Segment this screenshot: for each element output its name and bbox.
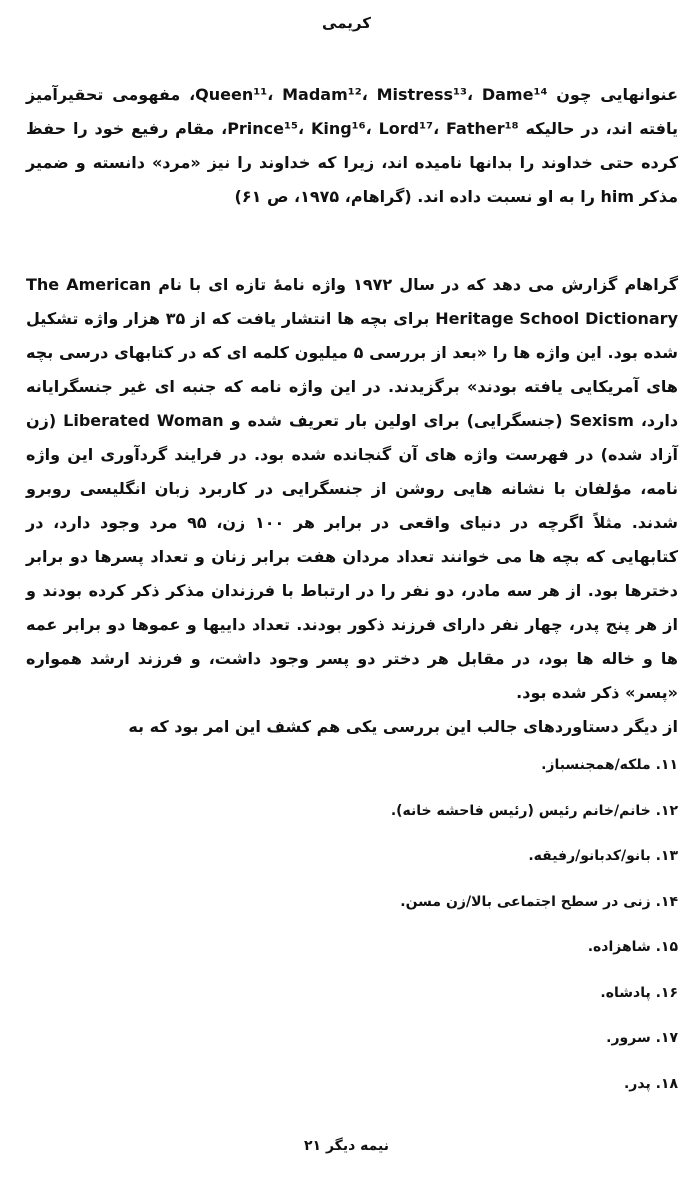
footnote-11: ۱۱. ملکه/همجنسباز.	[541, 757, 678, 773]
footnote-12: ۱۲. خانم/خانم رئیس (رئیس فاحشه خانه).	[390, 802, 678, 819]
paragraph-graham-report	[26, 268, 678, 744]
paragraph-graham-report-body: گراهام گزارش می دهد که در سال ۱۹۷۲ واژه نامهٔ تازه ای با نام The American Heritage School Dictionary برای بچه ها انتشار یافت که از ۳۵ هزار واژه تشکیل شده بود. این واژه ها را «بعد از بررسی ۵ میلیون کلمه ای که در کتابهای درسی بچه های آمریکایی یافته بودند» برگزیدند. در این واژه نامه که جنبه ای غیر جنسگرایانه دارد، Sexism (جنسگرایی) برای اولین بار تعریف شده و Liberated Woman (زن آزاد شده) در فهرست واژه های آن گنجانده شده بود. در فرایند گردآوری این واژه نامه، مؤلفان با نشانه هایی روشن از جنسگرایی در کاربرد زبان انگلیسی روبرو شدند. مثلاً اگرچه در دنیای واقعی در برابر هر ۱۰۰ زن، ۹۵ مرد وجود دارد، در کتابهایی که بچه ها می خوانند تعداد مردان هفت برابر زنان و تعداد پسرها دو برابر دخترها بود. از هر سه مادر، دو نفر را در ارتباط با فرزندان مذکر ذکر کرده بودند و از هر پنج پدر، چهار نفر دارای فرزند ذکور بودند. تعداد داییها و عموها دو برابر عمه ها و خاله ها بود، در مقابل هر دختر دو پسر وجود داشت، و فرزند ارشد همواره «پسر» ذکر شده بود.	[26, 275, 679, 702]
paragraph-continuation: از دیگر دستاوردهای جالب این بررسی یکی هم کشف این امر بود که به	[128, 717, 678, 736]
footnote-17: ۱۷. سرور.	[606, 1030, 678, 1046]
footnotes-list	[118, 752, 678, 1116]
footnote-15: ۱۵. شاهزاده.	[587, 939, 678, 955]
footnote-16: ۱۶. پادشاه.	[600, 984, 678, 1001]
running-header: کریمی	[322, 14, 371, 32]
paragraph-titles: عنوانهایی چون Queen¹¹، Madam¹²، Mistress¹³، Dame¹⁴، مفهومی تحقیرآمیز یافته اند، در حالیکه Prince¹⁵، King¹⁶، Lord¹⁷، Father¹⁸، مقام رفیع خود را حفظ کرده حتی خداوند را بدانها نامیده اند، زیرا که خداوند را نیز «مرد» دانسته و ضمیر مذکر him را به او نسبت داده اند. (گراهام، ۱۹۷۵، ص ۶۱)	[26, 85, 679, 206]
page-footer: نیمه دیگر ۲۱	[304, 1138, 389, 1154]
footnote-18: ۱۸. پدر.	[623, 1075, 678, 1092]
footnote-14: ۱۴. زنی در سطح اجتماعی بالا/زن مسن.	[400, 893, 678, 910]
footnote-13: ۱۳. بانو/کدبانو/رفیقه.	[528, 848, 678, 864]
